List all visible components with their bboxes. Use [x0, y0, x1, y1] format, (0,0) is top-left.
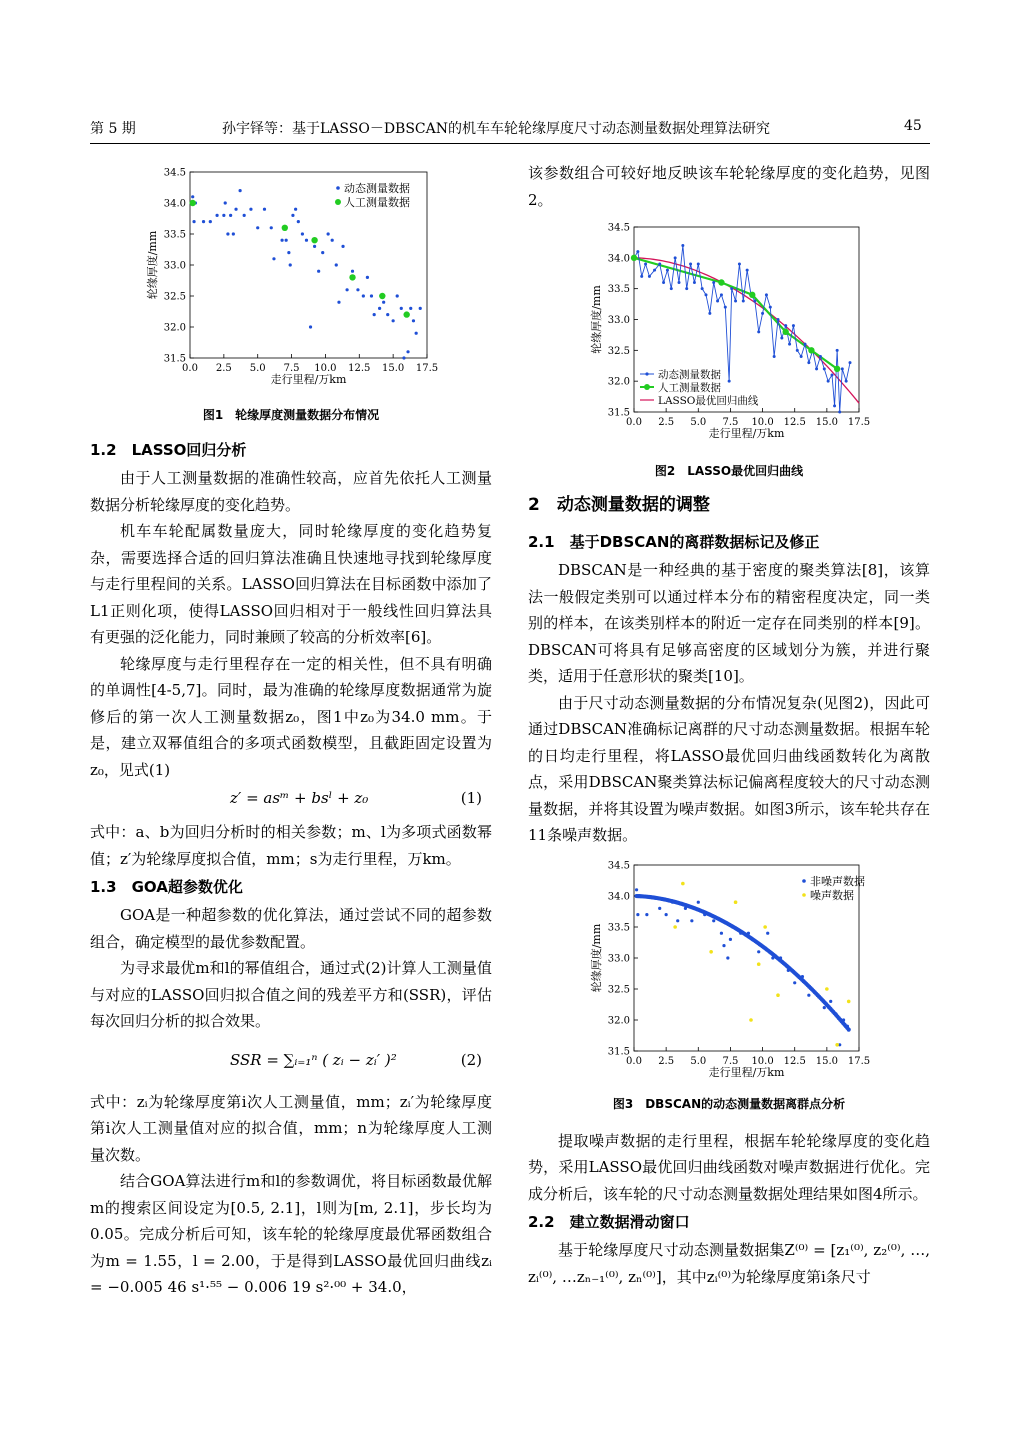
x-tick-label: 15.0 [815, 1055, 838, 1067]
dynamic-point [819, 355, 822, 358]
dynamic-point [335, 263, 338, 266]
dynamic-point [232, 232, 235, 235]
dynamic-point [313, 245, 316, 248]
noise-point [681, 881, 685, 885]
dynamic-point [362, 294, 365, 297]
noise-point [749, 1018, 753, 1022]
dynamic-point [297, 220, 300, 223]
dynamic-point [289, 263, 292, 266]
paragraph: 该参数组合可较好地反映该车轮轮缘厚度的变化趋势，见图2。 [528, 164, 930, 209]
dynamic-point [796, 349, 799, 352]
dynamic-point [209, 220, 212, 223]
dynamic-point [351, 270, 354, 273]
dynamic-point [386, 313, 389, 316]
y-tick-label: 33.5 [607, 284, 630, 296]
dynamic-point [644, 263, 647, 266]
noise-point [763, 925, 767, 929]
dynamic-point [674, 256, 677, 259]
legend-label-noise: 噪声数据 [810, 888, 854, 902]
noise-point [757, 962, 761, 966]
dynamic-point [689, 263, 692, 266]
non-noise-point [816, 993, 819, 996]
dynamic-point [827, 380, 830, 383]
x-tick-label: 12.5 [783, 417, 806, 428]
non-noise-point [720, 931, 723, 934]
section-1-3-title: 1.3 GOA超参数优化 [90, 878, 243, 896]
x-tick-label: 7.5 [722, 1055, 739, 1067]
non-noise-point [757, 950, 760, 953]
non-noise-point [846, 1024, 849, 1027]
dynamic-point [685, 287, 688, 290]
y-tick-label: 33.0 [607, 953, 630, 964]
dynamic-point [309, 325, 312, 328]
noise-point [776, 993, 780, 997]
dynamic-point [666, 269, 669, 272]
x-tick-label: 10.0 [751, 417, 774, 428]
y-tick-label: 31.5 [607, 407, 630, 419]
dynamic-point [753, 300, 756, 303]
y-tick-label: 32.0 [163, 322, 186, 334]
dynamic-point [833, 404, 836, 407]
dynamic-point [807, 361, 810, 364]
dynamic-point [734, 300, 737, 303]
dynamic-point [321, 251, 324, 254]
dynamic-point [224, 201, 227, 204]
non-noise-point [729, 937, 732, 940]
x-tick-label: 7.5 [283, 363, 300, 374]
non-noise-point [739, 931, 742, 934]
y-tick-label: 32.5 [163, 291, 186, 303]
dynamic-point [370, 294, 373, 297]
y-tick-label: 33.0 [163, 260, 186, 272]
dynamic-point [640, 275, 643, 278]
legend-label-manual: 人工测量数据 [658, 382, 721, 394]
legend-label-manual: 人工测量数据 [344, 196, 410, 209]
dynamic-point [823, 367, 826, 370]
noise-point [734, 900, 738, 904]
y-tick-label: 33.0 [607, 315, 630, 326]
dynamic-point [419, 307, 422, 310]
dynamic-point [392, 319, 395, 322]
legend-marker-manual [335, 199, 341, 205]
dynamic-point [636, 250, 639, 253]
dynamic-point [792, 324, 795, 327]
dynamic-point [841, 367, 844, 370]
y-tick-label: 31.5 [607, 1046, 630, 1057]
paragraph: 机车车轮配属数量庞大，同时轮缘厚度的变化趋势复杂，需要选择合适的回归算法准确且快速地寻找到轮缘厚度与走行里程间的关系。LASSO回归算法在目标函数中添加了L1正则化项，使得LASSO回归相对于一般线性回归算法具有更强的泛化能力，同时兼顾了较高的分析效率[6]。 [90, 522, 492, 646]
non-noise-point [665, 913, 668, 916]
y-tick-label: 34.0 [163, 198, 186, 210]
non-noise-point [645, 913, 648, 916]
figure-2-caption: 图2 LASSO最优回归曲线 [654, 464, 804, 478]
dynamic-point [291, 214, 294, 217]
non-noise-point [807, 993, 810, 996]
x-tick-label: 17.5 [415, 363, 439, 374]
equation-2-number: (2) [460, 1050, 482, 1069]
x-tick-label: 17.5 [847, 417, 871, 428]
y-tick-label: 34.5 [163, 167, 186, 179]
running-header-issue: 第 5 期 [90, 121, 136, 137]
dynamic-point [838, 411, 841, 414]
equation-1-number: (1) [460, 789, 482, 807]
y-axis-label: 轮缘厚度/mm [146, 230, 159, 300]
dynamic-point [746, 269, 749, 272]
non-noise-point [801, 975, 804, 978]
non-noise-point [697, 900, 700, 903]
dynamic-point [270, 226, 273, 229]
non-noise-point [829, 999, 832, 1002]
y-tick-label: 33.5 [163, 229, 186, 241]
dynamic-point [202, 220, 205, 223]
manual-point [379, 293, 385, 299]
x-tick-label: 10.0 [314, 363, 337, 374]
y-tick-label: 34.5 [607, 222, 630, 234]
manual-point [282, 225, 288, 231]
section-2-1-title: 2.1 基于DBSCAN的离群数据标记及修正 [528, 533, 820, 551]
manual-point [631, 255, 637, 261]
non-noise-point [703, 913, 706, 916]
non-noise-point [779, 956, 782, 959]
paragraph: 结合GOA算法进行m和l的参数调优，将目标函数最优解m的搜索区间设定为[0.5, 2.1]，l则为[m, 2.1]，步长均为0.05。完成分析后可知，该车轮的轮缘厚度最优幂函数组合为m = 1.55，l = 2.00，于是得到LASSO最优回归曲线zᵢ = −0.005 46 s¹·⁵⁵ − 0.006 19 s²·⁰⁰ + 34.0， [90, 1172, 492, 1296]
noise-point [847, 999, 851, 1003]
dynamic-point [301, 232, 304, 235]
dynamic-point [234, 208, 237, 211]
dynamic-point [305, 239, 308, 242]
manual-point [783, 329, 789, 335]
x-tick-label: 0.0 [626, 417, 642, 428]
y-axis-label: 轮缘厚度/mm [590, 285, 603, 354]
dynamic-point [192, 220, 195, 223]
non-noise-point [726, 956, 729, 959]
x-tick-label: 2.5 [658, 417, 675, 428]
manual-point [749, 292, 755, 298]
paragraph: 轮缘厚度与走行里程存在一定的相关性，但不具有明确的单调性[4-5,7]。同时，最为准确的轮缘厚度数据通常为旋修后的第一次人工测量数据z₀，图1中z₀为34.0 mm。于是，建立双幂值组合的多项式函数模型，且截距固定设置为z₀，见式(1) [90, 654, 492, 779]
dynamic-point [396, 294, 399, 297]
equation-2 [90, 1035, 492, 1089]
dynamic-point [272, 257, 275, 260]
y-tick-label: 32.0 [607, 1015, 630, 1026]
non-noise-point [766, 931, 769, 934]
y-tick-label: 32.5 [607, 345, 630, 357]
equation-2-body: SSR = ∑ᵢ₌₁ⁿ ( zᵢ − zᵢ′ )² [230, 1050, 397, 1069]
dynamic-point [716, 300, 719, 303]
paragraph: 由于人工测量数据的准确性较高，应首先依托人工测量数据分析轮缘厚度的变化趋势。 [90, 469, 492, 514]
noise-point [673, 925, 677, 929]
non-noise-point [747, 931, 750, 934]
x-tick-label: 2.5 [658, 1055, 675, 1067]
x-axis-label: 走行里程/万km [270, 373, 347, 386]
section-2-2-title: 2.2 建立数据滑动窗口 [528, 1213, 690, 1231]
legend-label-dynamic: 动态测量数据 [658, 369, 721, 381]
manual-point [190, 200, 196, 206]
non-noise-point [847, 1027, 851, 1031]
non-noise-point [636, 913, 639, 916]
paragraph: 由于尺寸动态测量数据的分布情况复杂(见图2)，因此可通过DBSCAN准确标记离群的尺寸动态测量数据。根据车轮的日均走行里程，将LASSO最优回归曲线函数转化为离散点，采用DBSCAN聚类算法标记偏离程度较大的尺寸动态测量数据，并将其设置为噪声数据。如图3所示，该车轮共存在11条噪声数据。 [528, 693, 930, 844]
x-axis-label: 走行里程/万km [708, 427, 785, 440]
dynamic-point [400, 307, 403, 310]
dynamic-point [294, 208, 297, 211]
dynamic-point [815, 367, 818, 370]
x-tick-label: 2.5 [215, 363, 232, 374]
dynamic-point [836, 349, 839, 352]
dynamic-point [653, 269, 656, 272]
manual-point [834, 366, 840, 372]
figure-1-chart [90, 158, 492, 398]
dynamic-point [287, 251, 290, 254]
legend-label-dynamic: 动态测量数据 [344, 182, 410, 195]
non-noise-point [834, 1012, 837, 1015]
dynamic-point [804, 343, 807, 346]
dynamic-point [285, 239, 288, 242]
figure-1-caption: 图1 轮缘厚度测量数据分布情况 [202, 408, 380, 422]
noise-point [835, 1043, 839, 1047]
dynamic-point [280, 239, 283, 242]
dynamic-point [670, 287, 673, 290]
paragraph: DBSCAN是一种经典的基于密度的聚类算法[8]，该算法一般假定类别可以通过样本分布的精密程度决定，同一类别的样本，在该类别样本的附近一定存在同类别的样本[9]。DBSCAN可将具有足够高密度的区域划分为簇，并进行聚类，适用于任意形状的聚类[10]。 [528, 561, 930, 685]
dynamic-point [780, 337, 783, 340]
dynamic-point [777, 318, 780, 321]
non-noise-point [771, 956, 774, 959]
x-tick-label: 15.0 [815, 417, 838, 428]
x-tick-label: 5.0 [249, 363, 266, 374]
section-2-title: 2 动态测量数据的调整 [528, 495, 710, 515]
dynamic-point [738, 263, 741, 266]
figure-2-chart [528, 219, 930, 454]
dynamic-point [678, 281, 681, 284]
dynamic-point [412, 319, 415, 322]
running-header-page: 45 [904, 118, 922, 134]
x-tick-label: 12.5 [783, 1055, 806, 1067]
dynamic-point [681, 244, 684, 247]
non-noise-point [787, 968, 790, 971]
dynamic-point [382, 301, 385, 304]
x-tick-label: 0.0 [182, 363, 198, 374]
x-tick-label: 7.5 [722, 417, 739, 428]
dynamic-point [406, 350, 409, 353]
dynamic-point [757, 330, 760, 333]
manual-point [718, 279, 724, 285]
y-tick-label: 32.0 [607, 376, 630, 388]
running-header-title: 孙宇铎等：基于LASSO－DBSCAN的机车车轮轮缘厚度尺寸动态测量数据处理算法研究 [222, 121, 770, 137]
dynamic-point [701, 287, 704, 290]
non-noise-point [722, 944, 725, 947]
manual-point [403, 311, 409, 317]
dynamic-point [724, 306, 727, 309]
dynamic-point [373, 313, 376, 316]
dynamic-point [356, 288, 359, 291]
non-noise-point [684, 906, 687, 909]
dynamic-point [712, 281, 715, 284]
manual-point [349, 274, 355, 280]
dynamic-point [708, 312, 711, 315]
x-tick-label: 0.0 [626, 1055, 642, 1067]
equation-1 [90, 783, 492, 819]
dynamic-point [402, 356, 405, 359]
legend-marker-dynamic [645, 372, 648, 375]
legend-marker-manual [644, 384, 650, 390]
dynamic-point [705, 293, 708, 296]
paragraph: GOA是一种超参数的优化算法，通过尝试不同的超参数组合，确定模型的最优参数配置。 [90, 906, 492, 951]
dynamic-point [215, 214, 218, 217]
noise-point [709, 950, 713, 954]
dynamic-point [831, 374, 834, 377]
dynamic-point [222, 214, 225, 217]
non-noise-point [793, 981, 796, 984]
dynamic-point [784, 324, 787, 327]
dynamic-point [239, 189, 242, 192]
dynamic-point [845, 380, 848, 383]
non-noise-point [712, 919, 715, 922]
non-noise-point [658, 906, 661, 909]
dynamic-point [409, 307, 412, 310]
y-axis-label: 轮缘厚度/mm [590, 923, 603, 992]
section-1-2-title: 1.2 LASSO回归分析 [90, 441, 247, 459]
y-tick-label: 31.5 [163, 353, 186, 365]
y-tick-label: 34.0 [607, 253, 630, 265]
dynamic-point [249, 208, 252, 211]
x-axis-label: 走行里程/万km [708, 1065, 785, 1079]
legend-marker-non-noise [802, 879, 806, 883]
dynamic-point [243, 214, 246, 217]
dynamic-point [693, 281, 696, 284]
dynamic-point [742, 300, 745, 303]
noise-point [825, 987, 829, 991]
dynamic-point [415, 332, 418, 335]
y-tick-label: 33.5 [607, 922, 630, 933]
header-rule [90, 143, 930, 144]
non-noise-point [635, 888, 638, 891]
x-tick-label: 15.0 [382, 363, 405, 374]
legend-marker-noise [802, 893, 806, 897]
dynamic-point [331, 239, 334, 242]
dynamic-point [765, 293, 768, 296]
equation-1-body: z′ = asᵐ + bsˡ + z₀ [230, 789, 369, 807]
dynamic-point [720, 293, 723, 296]
right-column [528, 160, 930, 1290]
dynamic-point [345, 288, 348, 291]
x-tick-label: 5.0 [690, 417, 707, 428]
dynamic-point [728, 380, 731, 383]
y-tick-label: 34.0 [607, 891, 630, 902]
dynamic-point [263, 208, 266, 211]
dynamic-point [226, 232, 229, 235]
dynamic-point [337, 301, 340, 304]
dynamic-point [697, 263, 700, 266]
x-tick-label: 12.5 [348, 363, 371, 374]
dynamic-point [327, 232, 330, 235]
dynamic-point [256, 226, 259, 229]
non-noise-point [823, 1006, 826, 1009]
dynamic-point [366, 276, 369, 279]
non-noise-point [676, 919, 679, 922]
non-noise-point [690, 919, 693, 922]
y-tick-label: 32.5 [607, 984, 630, 995]
y-tick-label: 34.5 [607, 860, 630, 871]
paragraph: 提取噪声数据的走行里程，根据车轮轮缘厚度的变化趋势，采用LASSO最优回归曲线函数对噪声数据进行优化。完成分析后，该车轮的尺寸动态测量数据处理结果如图4所示。 [528, 1131, 930, 1203]
dynamic-point [761, 312, 764, 315]
dynamic-point [849, 361, 852, 364]
figure-3-chart [528, 855, 930, 1087]
dynamic-point [800, 355, 803, 358]
dynamic-point [229, 214, 232, 217]
dynamic-point [773, 355, 776, 358]
paragraph: 式中：zᵢ为轮缘厚度第i次人工测量值，mm；zᵢ′为轮缘厚度第i次人工测量值对应的拟合值，mm；n为轮缘厚度人工测量次数。 [90, 1092, 492, 1164]
dynamic-point [788, 343, 791, 346]
x-tick-label: 5.0 [690, 1055, 707, 1067]
dynamic-point [658, 263, 661, 266]
non-noise-point [671, 900, 674, 903]
dynamic-point [317, 270, 320, 273]
manual-point [311, 237, 317, 243]
x-tick-label: 17.5 [847, 1055, 871, 1067]
manual-point [808, 347, 814, 353]
figure-3-caption: 图3 DBSCAN的动态测量数据离群点分析 [612, 1096, 846, 1111]
non-noise-point [842, 1018, 845, 1021]
paragraph: 基于轮缘厚度尺寸动态测量数据集Z⁽⁰⁾ = [z₁⁽⁰⁾, z₂⁽⁰⁾, …, zᵢ⁽⁰⁾, …zₙ₋₁⁽⁰⁾, zₙ⁽⁰⁾]，其中zᵢ⁽⁰⁾为轮缘厚度第i条尺寸 [528, 1241, 930, 1286]
paragraph: 式中：a、b为回归分析时的相关参数；m、l为多项式函数幂值；z′为轮缘厚度拟合值，mm；s为走行里程，万km。 [90, 823, 492, 868]
legend-label-lasso: LASSO最优回归曲线 [658, 395, 759, 407]
dynamic-point [341, 245, 344, 248]
legend-marker-dynamic [336, 186, 340, 190]
x-tick-label: 10.0 [751, 1055, 774, 1067]
dynamic-point [191, 195, 194, 198]
dynamic-point [648, 275, 651, 278]
legend-label-non-noise: 非噪声数据 [810, 874, 865, 888]
left-column [90, 158, 492, 1301]
paragraph: 为寻求最优m和l的幂值组合，通过式(2)计算人工测量值与对应的LASSO回归拟合值之间的残差平方和(SSR)，评估每次回归分析的拟合效果。 [90, 959, 492, 1030]
dynamic-point [662, 281, 665, 284]
dynamic-point [769, 306, 772, 309]
dynamic-point [730, 287, 733, 290]
dynamic-point [378, 307, 381, 310]
